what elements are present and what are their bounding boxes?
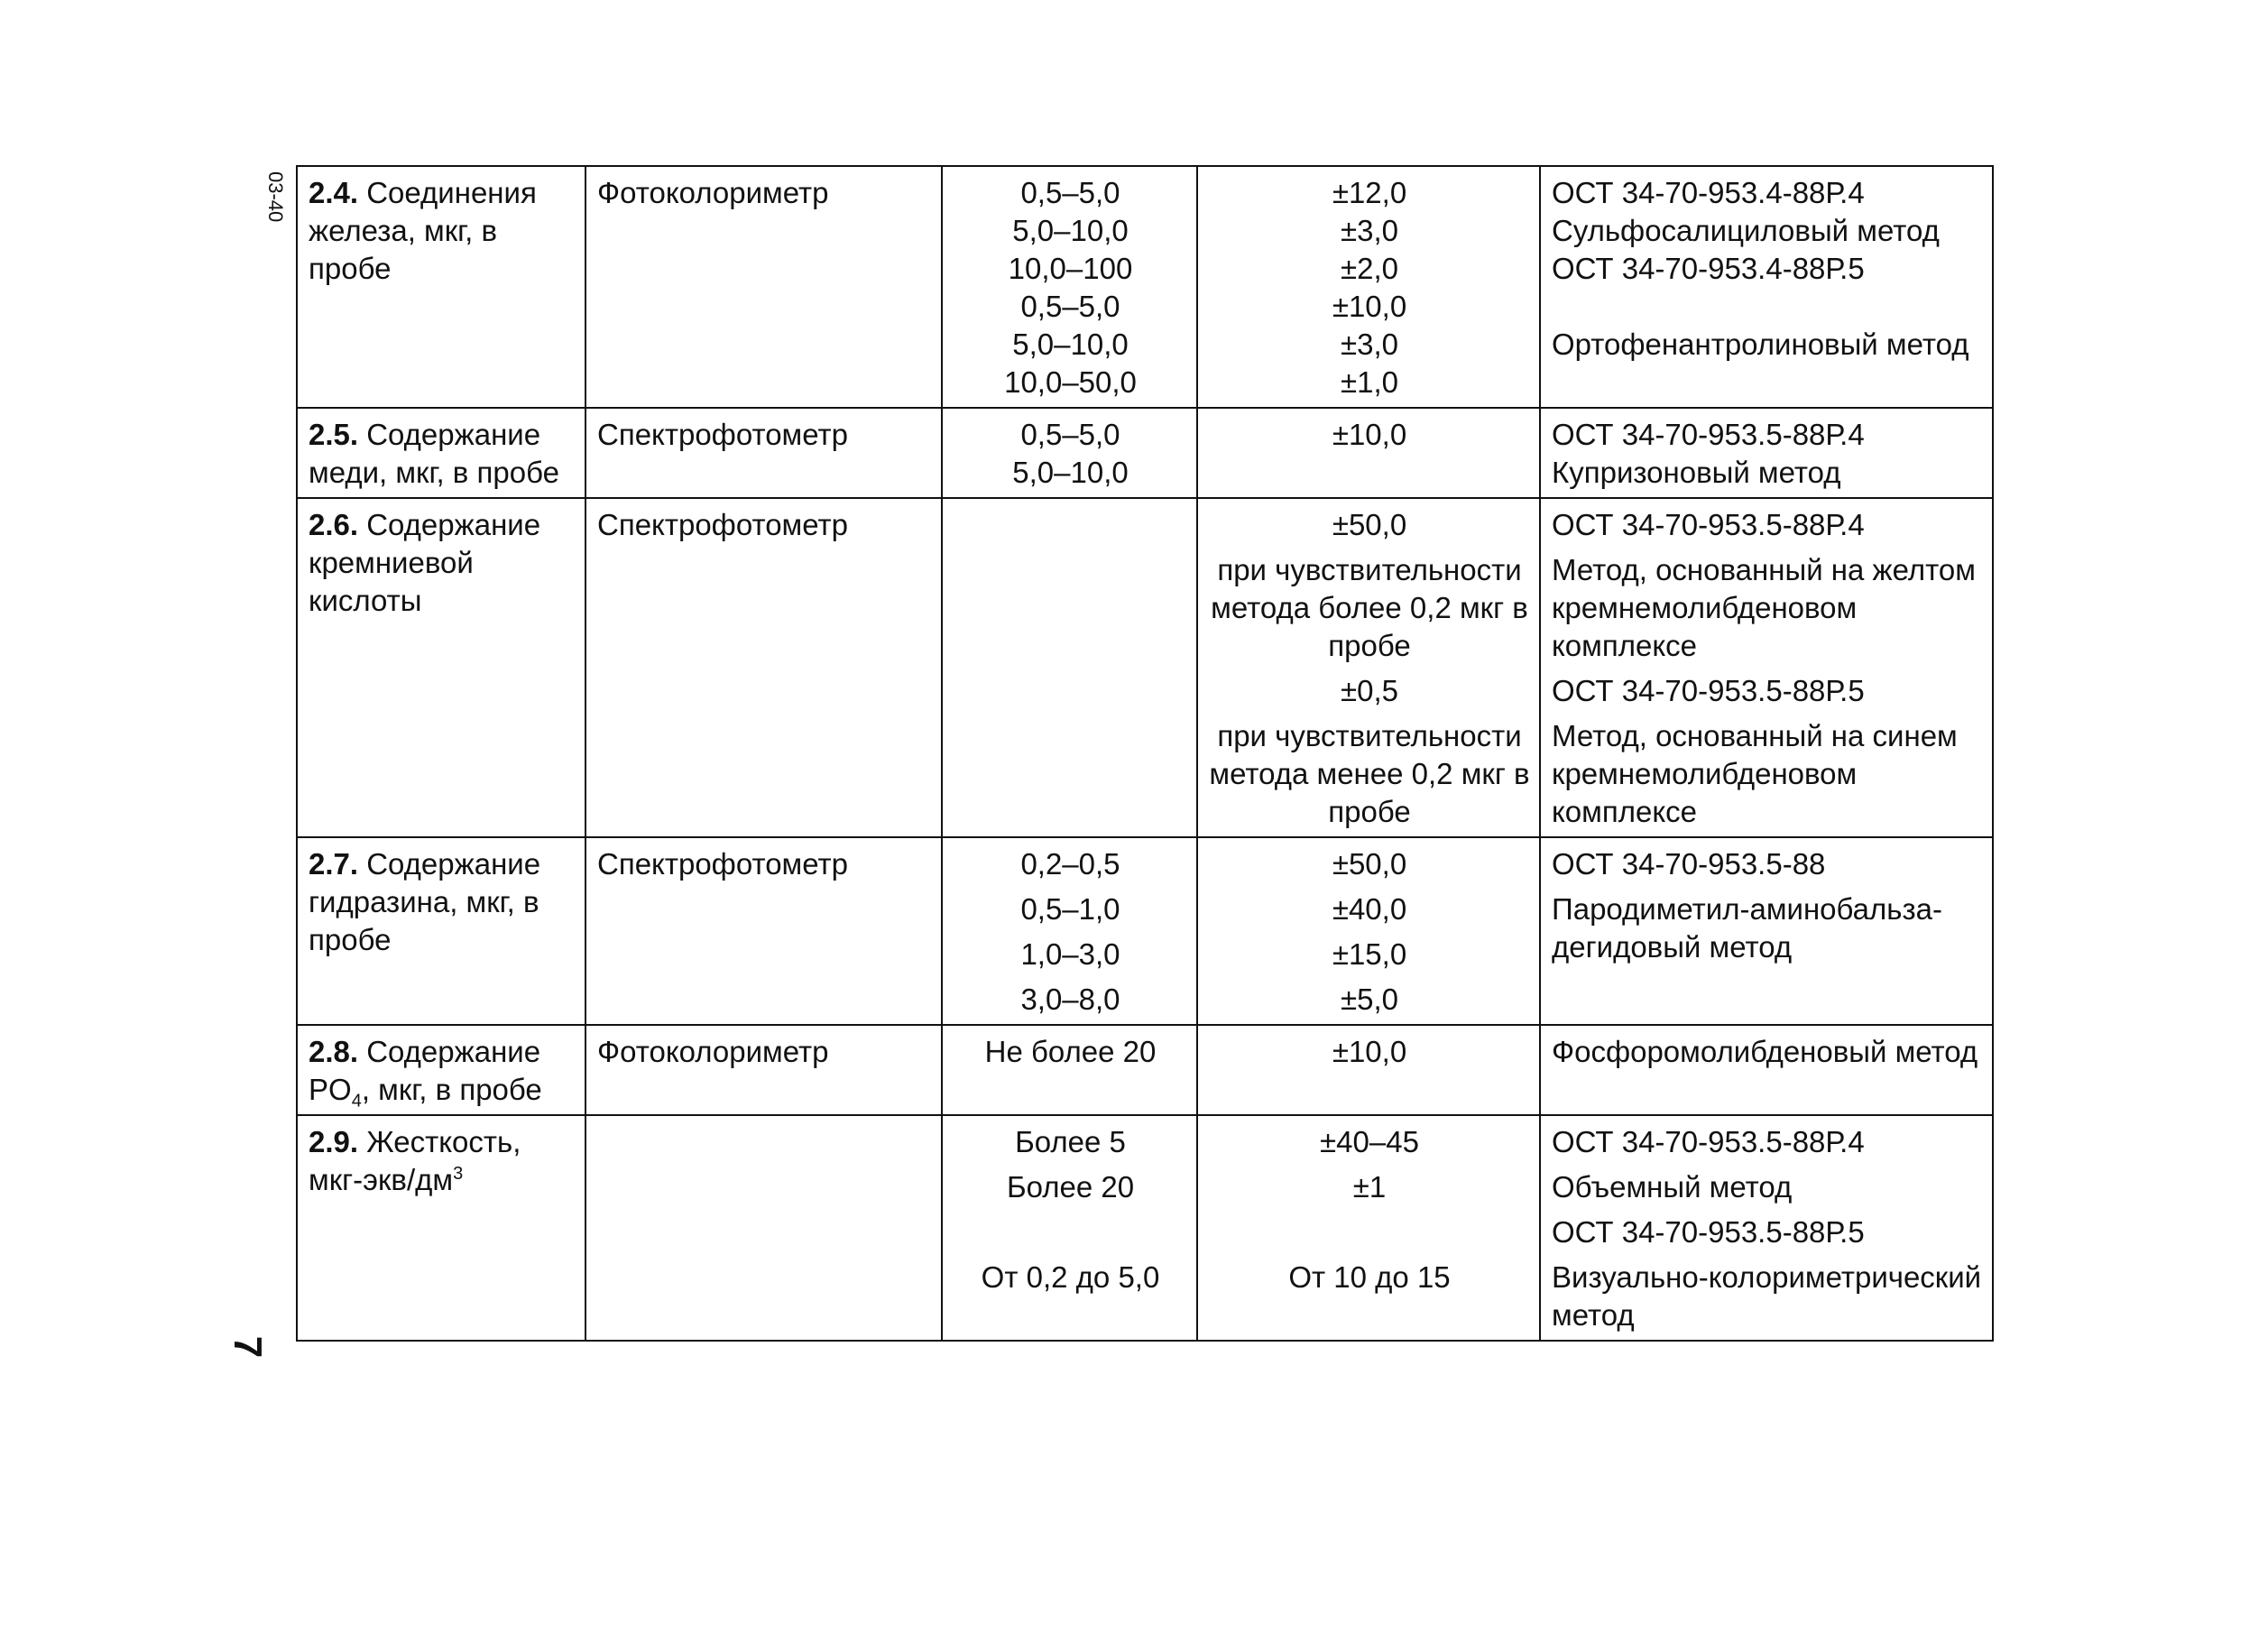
range-value: 5,0–10,0 (1012, 214, 1129, 247)
method-text: Сульфосалициловый метод (1552, 214, 1940, 247)
error-value: ±3,0 (1341, 214, 1398, 247)
method-text: Визуально-колориметрический метод (1552, 1260, 1982, 1332)
error-value: ±3,0 (1341, 327, 1398, 361)
error-value: ±12,0 (1332, 176, 1407, 209)
error-cell (1197, 1115, 1540, 1341)
indicator-name: Содержание гидразина, мкг, в пробе (309, 847, 541, 956)
method-cell (1540, 408, 1993, 498)
indicator-cell (297, 498, 585, 837)
item-number: 2.6. (309, 508, 359, 541)
error-cell (1197, 166, 1540, 408)
item-number: 2.8. (309, 1035, 359, 1068)
range-value: 0,5–1,0 (1020, 892, 1120, 926)
error-condition: при чувствительности метода менее 0,2 мкг в пробе (1209, 719, 1530, 828)
instrument-cell (585, 1025, 942, 1115)
range-value: Более 5 (1015, 1125, 1126, 1158)
error-value: ±1 (1352, 1170, 1387, 1204)
indicator-cell (297, 837, 585, 1025)
range-cell (942, 408, 1197, 498)
instrument-cell (585, 498, 942, 837)
instrument-name: Спектрофотометр (597, 508, 848, 541)
method-text: Ортофенантролиновый метод (1552, 327, 1969, 361)
indicator-cell (297, 408, 585, 498)
method-cell (1540, 837, 1993, 1025)
error-value: ±50,0 (1332, 508, 1407, 541)
range-cell (942, 498, 1197, 837)
error-cell (1197, 1025, 1540, 1115)
table-row-2-9 (297, 1115, 1993, 1341)
table-row-2-8 (297, 1025, 1993, 1115)
range-value: От 0,2 до 5,0 (981, 1260, 1160, 1294)
instrument-name: Спектрофотометр (597, 418, 848, 451)
error-value: ±1,0 (1341, 365, 1398, 399)
superscript: 3 (453, 1164, 464, 1184)
document-code: 03-40 (264, 171, 287, 223)
instrument-cell (585, 1115, 942, 1341)
method-text: ОСТ 34-70-953.4-88Р.4 (1552, 176, 1865, 209)
instrument-cell (585, 408, 942, 498)
item-number: 2.4. (309, 176, 359, 209)
range-value: 5,0–10,0 (1012, 456, 1129, 489)
methods-table (296, 165, 1994, 1342)
method-text: Метод, основанный на желтом кремнемолибденовом комплексе (1552, 553, 1976, 662)
indicator-cell (297, 1115, 585, 1341)
range-cell (942, 166, 1197, 408)
method-text: ОСТ 34-70-953.5-88Р.5 (1552, 1215, 1865, 1249)
method-text: ОСТ 34-70-953.5-88Р.4 (1552, 508, 1865, 541)
error-value: От 10 до 15 (1288, 1260, 1451, 1294)
subscript: 4 (351, 1091, 362, 1112)
range-value: 5,0–10,0 (1012, 327, 1129, 361)
range-value: Более 20 (1006, 1170, 1135, 1204)
error-cell (1197, 408, 1540, 498)
table-row-2-6 (297, 498, 1993, 837)
error-value: ±40–45 (1320, 1125, 1419, 1158)
range-value: Не более 20 (984, 1035, 1157, 1068)
error-condition: при чувствительности метода более 0,2 мкг в пробе (1211, 553, 1528, 662)
method-text: Купризоновый метод (1552, 456, 1841, 489)
page-number: 7 (226, 1335, 271, 1359)
range-value (954, 1213, 1187, 1251)
range-cell (942, 1025, 1197, 1115)
item-number: 2.9. (309, 1125, 359, 1158)
method-text: ОСТ 34-70-953.4-88Р.5 (1552, 252, 1865, 285)
indicator-name-end: , мкг, в пробе (361, 1073, 542, 1106)
method-text: Метод, основанный на синем кремнемолибденовом комплексе (1552, 719, 1958, 828)
instrument-name: Фотоколориметр (597, 176, 829, 209)
range-value: 0,2–0,5 (1020, 847, 1120, 881)
method-text: Фосфоромолибденовый метод (1552, 1035, 1978, 1068)
method-text (1552, 288, 1983, 326)
range-value: 3,0–8,0 (1020, 982, 1120, 1016)
method-text: ОСТ 34-70-953.5-88Р.4 (1552, 418, 1865, 451)
method-text: ОСТ 34-70-953.5-88Р.5 (1552, 674, 1865, 707)
indicator-name: Соединения железа, мкг, в пробе (309, 176, 537, 285)
error-value: ±5,0 (1341, 982, 1398, 1016)
method-text: Объемный метод (1552, 1170, 1793, 1204)
item-number: 2.5. (309, 418, 359, 451)
instrument-name: Фотоколориметр (597, 1035, 829, 1068)
indicator-cell (297, 166, 585, 408)
error-value: ±40,0 (1332, 892, 1407, 926)
table-row-2-7 (297, 837, 1993, 1025)
table-row-2-4 (297, 166, 1993, 408)
indicator-name: Содержание меди, мкг, в пробе (309, 418, 559, 489)
error-value: ±10,0 (1332, 290, 1407, 323)
range-value: 0,5–5,0 (1020, 290, 1120, 323)
range-cell (942, 1115, 1197, 1341)
error-value: ±0,5 (1341, 674, 1398, 707)
error-value: ±15,0 (1332, 937, 1407, 971)
instrument-cell (585, 166, 942, 408)
table-row-2-5 (297, 408, 1993, 498)
method-cell (1540, 1115, 1993, 1341)
instrument-cell (585, 837, 942, 1025)
method-cell (1540, 498, 1993, 837)
method-text: ОСТ 34-70-953.5-88 (1552, 847, 1826, 881)
method-cell (1540, 166, 1993, 408)
indicator-name: Содержание PO (309, 1035, 541, 1106)
indicator-name: Содержание кремниевой кислоты (309, 508, 541, 617)
error-cell (1197, 837, 1540, 1025)
indicator-name: Жесткость, мкг-экв/дм (309, 1125, 521, 1196)
range-value: 10,0–50,0 (1004, 365, 1137, 399)
error-value: ±10,0 (1332, 418, 1407, 451)
range-value: 0,5–5,0 (1020, 418, 1120, 451)
range-value: 10,0–100 (1008, 252, 1133, 285)
range-cell (942, 837, 1197, 1025)
error-cell (1197, 498, 1540, 837)
method-cell (1540, 1025, 1993, 1115)
instrument-name: Спектрофотометр (597, 847, 848, 881)
range-value: 1,0–3,0 (1020, 937, 1120, 971)
error-value: ±10,0 (1332, 1035, 1407, 1068)
error-value: ±2,0 (1341, 252, 1398, 285)
indicator-cell (297, 1025, 585, 1115)
error-value: ±50,0 (1332, 847, 1407, 881)
item-number: 2.7. (309, 847, 359, 881)
range-value: 0,5–5,0 (1020, 176, 1120, 209)
error-value (1209, 1213, 1530, 1251)
method-text: Пародиметил-аминобальза-дегидовый метод (1552, 892, 1942, 964)
method-text: ОСТ 34-70-953.5-88Р.4 (1552, 1125, 1865, 1158)
